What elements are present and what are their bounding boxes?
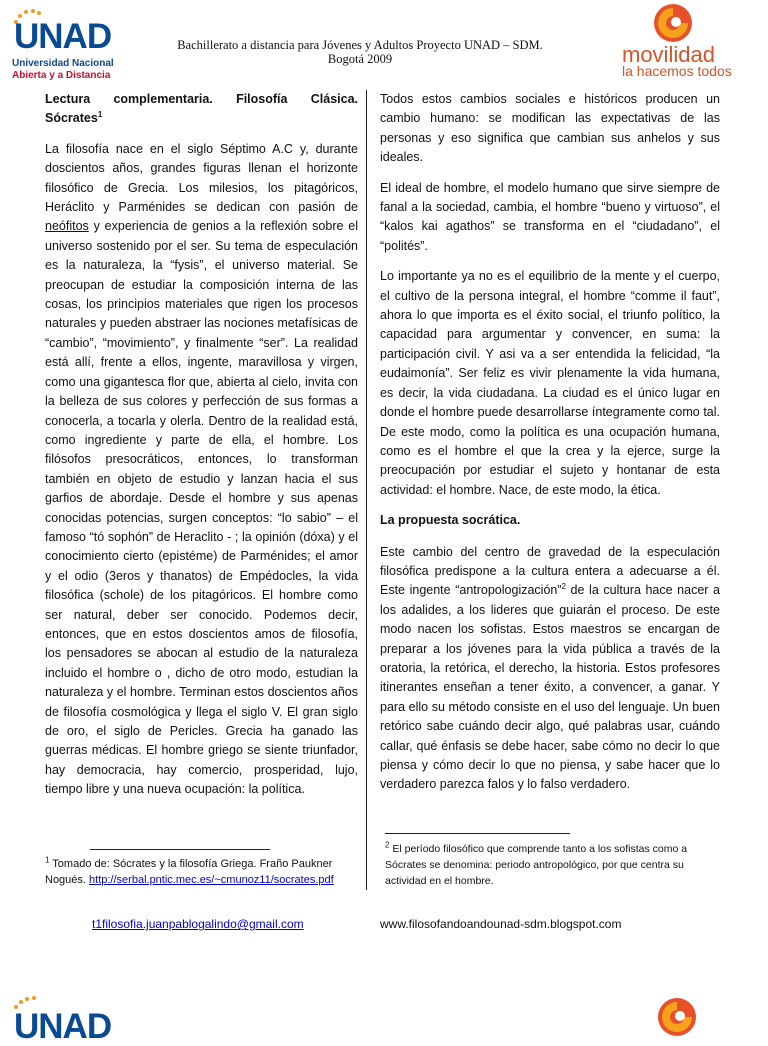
footer-email-link[interactable]: t1filosofia.juanpablogalindo@gmail.com	[92, 917, 304, 931]
next-page-movilidad-swirl-icon	[656, 996, 698, 1038]
right-paragraph-4: Este cambio del centro de gravedad de la especulación filosófica predispone a la cultura entera a adecuarse a él. Este ingente “antropologización”$^2$ de la cultura hace nacer a los adalides, a los lideres que guiarán el proceso. De este modo nacen los sofistas. Estos maestros se encargan de preparar a los jóvenes para la vida pública a través de la oratoria, la retórica, el derecho, la historia. Estos profesores itinerantes enseñan a tener éxito, a convencer, a ganar. Y para ello su método consiste en el uso del lenguaje. Un buen retórico sabe cuándo decir algo, qué palabras usar, cuándo callar, qué énfasis se debe hacer, sabe cómo no decir lo que piensa y cómo decir lo que no piensa, y sabe hacer que lo verdadero parezca falos y lo falso verdadero.	[380, 544, 720, 792]
left-paragraph: La filosofía nace en el siglo Séptimo A.C y, durante doscientos años, grandes figuras llenan el horizonte filosófico de Grecia. Los milesios, los pitagóricos, Heráclito y Parménides se dedican con pasión de neófitos y experiencia de genios a la reflexión sobre el universo sostenido por el ser. Su tema de especulación es la naturaleza, la “fysis”, el universo material. Se preocupan de estudiar la composición interna de las cosas, los principios materiales que rigen los procesos naturales y pueden abstraer las nociones metafísicas de “cambio”, “movimiento”, y finalmente “ser”. La realidad está allí, frente a ellos, ingente, maravillosa y virgen, como una gigantesca flor que, abierta al cielo, invita con la belleza de sus colores y perfección de sus formas a conocerla, a tocarla y olerla. Dentro de la realidad está, como ingrediente y parte de ella, el hombre. Los filósofos presocráticos, entonces, lo transforman también en objeto de estudio y lanzan hacia el sus garfios de abordaje. Desde el hombre y sus apenas conocidas potencias, surgen conceptos: “lo sabio” – el famoso “tó sophón” de Heraclito - ; la opinión (dóxa) y el conocimiento cierto (epistéme) de Parménides; el amor y el odio (3eros y thanatos) de Empédocles, la vida filosófica (schole) de los pitagóricos. El hombre como ser natural, deber ser conocido. Podemos decir, entonces, que en estos doscientos amos de filosofía, los pensadores se abocan al estudio de la naturaleza incluido el hombre o , dicho de otro modo, estudian la naturaleza y el hombre. Terminan estos doscientos años de filosofía cosmológica y llega el siglo V. El gran siglo de oro, el siglo de Pericles. Grecia ha ganado las guerras médicas. El hombre griego se siente triunfador, hay democracia, hay comercio, prosperidad, lujo, tiempo libre y una nueva ocupación: la política.	[45, 141, 358, 797]
footnote-rule-left	[90, 849, 270, 850]
footnote-1-link[interactable]: http://serbal.pntic.mec.es/~cmunoz11/socrates.pdf	[89, 874, 334, 886]
right-paragraph-3: Lo importante ya no es el equilibrio de la mente y el cuerpo, el cultivo de la persona integral, el hombre “comme il faut”, ahora lo que importa es el éxito social, el triunfo político, la capacidad para argumentar y convencer, en suma: la participación civil. Y asi va a ser entendida la felicidad, “la eudaimonía”. Ser feliz es vivir plenamente la vida humana, es decir, la vida ciudadana. La ciudad es el único lugar en donde el hombre puede desarrollarse íntegramente como tal. De este modo, como la política es una ocupación humana, como es el hombre el que la crea y la ejerce, surge la preocupación por estudiar el sujeto y hontanar de esta actividad: el hombre. Nace, de este modo, la ética.	[380, 269, 720, 497]
right-paragraph-1: Todos estos cambios sociales e históricos producen un cambio humano: se modifican las expectativas de las personas y eso significa que cambian sus anhelos y sus ideales.	[380, 92, 720, 165]
footnote-ref-2[interactable]: 2	[561, 582, 566, 592]
next-page-unad-wordmark: UNAD	[14, 1007, 112, 1046]
page-header	[120, 38, 600, 66]
movilidad-swirl-icon	[652, 2, 694, 44]
article-title: Lectura complementaria. Filosofía Clásica. Sócrates$^1$	[45, 92, 358, 126]
title-footnote-ref[interactable]: 1	[97, 110, 103, 120]
footnote-rule-right	[385, 833, 570, 834]
unad-logo-line1: Universidad Nacional	[12, 58, 114, 69]
unad-logo-line2: Abierta y a Distancia	[12, 70, 111, 81]
header-subtitle: Bogotá 2009	[327, 52, 393, 66]
column-divider	[366, 90, 367, 890]
neofitos-link[interactable]: neófitos	[45, 219, 89, 234]
right-column	[380, 90, 720, 806]
header-title: Bachillerato a distancia para Jóvenes y Adultos Proyecto UNAD – SDM.	[177, 38, 543, 52]
movilidad-tagline: la hacemos todos	[622, 63, 732, 79]
right-paragraph-2: El ideal de hombre, el modelo humano que sirve siempre de fanal a la sociedad, cambia, el hombre “bueno y virtuoso”, el “kalos kai agathos” se transforma en el “ciudadano”, el “polités”.	[380, 180, 720, 253]
next-page-movilidad-logo	[652, 994, 702, 1024]
footnote-1: $^1$ Tomado de: Sócrates y la filosofía Griega. Fraño Paukner Nogués. http://serbal.pntic.mec.es/~cmunoz11/socrates.pdf	[45, 855, 334, 886]
unad-logo-wordmark: UNAD	[14, 17, 112, 56]
next-page-unad-logo	[12, 996, 112, 1046]
movilidad-wordmark: movilidad	[622, 42, 715, 67]
footnote-2: $^2$ El período filosófico que comprende tanto a los sofistas como a Sócrates se denomina: periodo antropológico, por que centra su actividad en el hombre.	[385, 840, 688, 887]
section-heading: La propuesta socrática.	[380, 513, 521, 528]
movilidad-logo	[616, 0, 756, 84]
left-column	[45, 90, 358, 811]
unad-logo	[12, 8, 112, 86]
footer-website: www.filosofandoandounad-sdm.blogspot.com	[380, 917, 622, 931]
